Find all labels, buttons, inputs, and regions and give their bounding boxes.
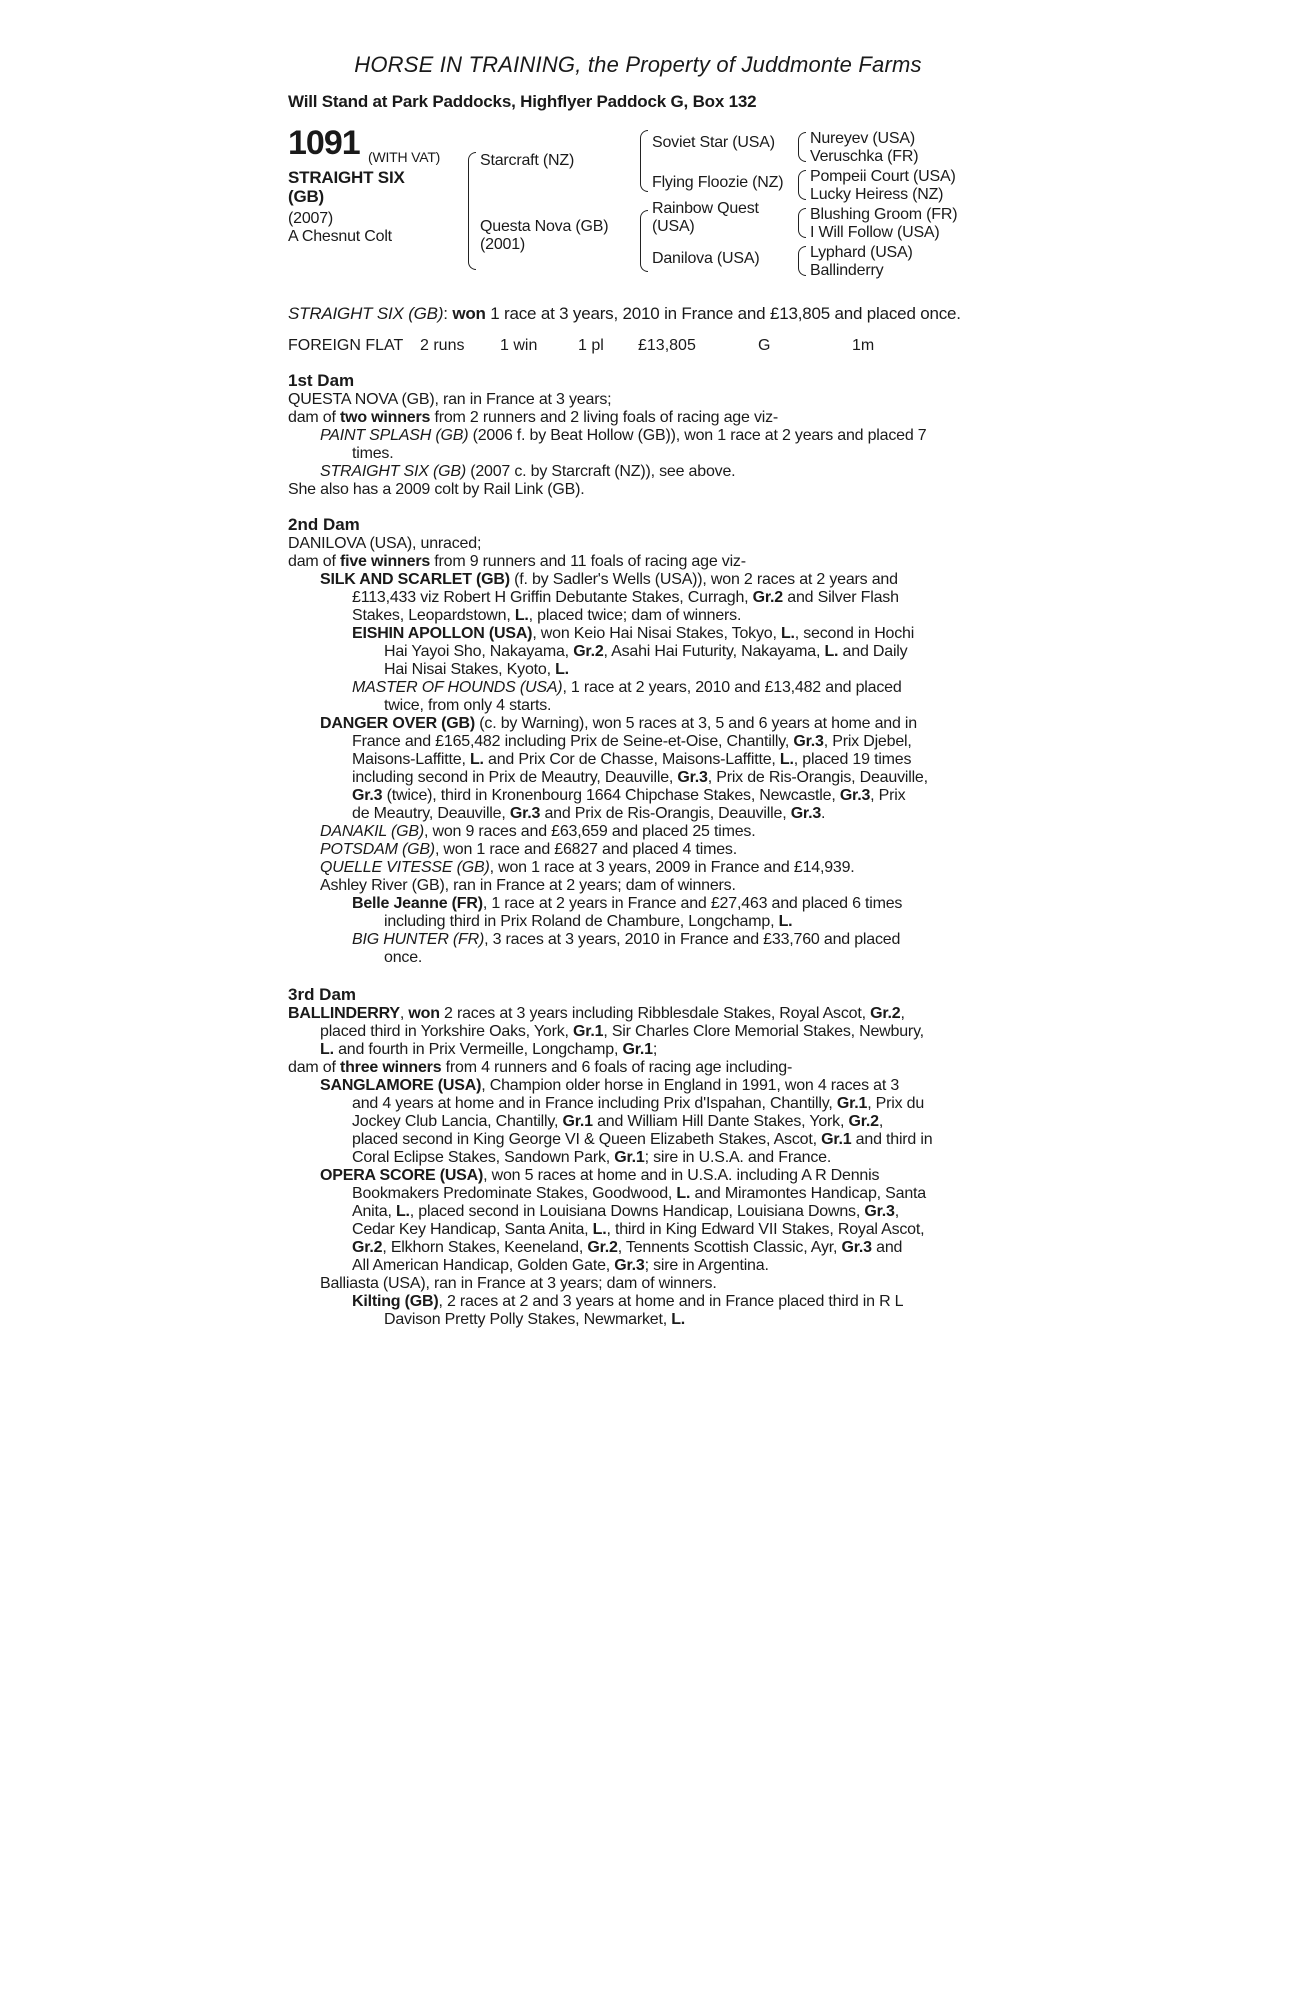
pedigree-dam-year: (2001) [480,236,526,253]
summary-horse-name: STRAIGHT SIX (GB) [288,304,444,323]
second-dam-line-8: twice, from only 4 starts. [384,697,552,714]
second-dam-produce-line: dam of five winners from 9 runners and 11 foals of racing age viz- [288,553,746,570]
second-dam-line-22: once. [384,949,423,966]
third-dam-line-15: All American Handicap, Golden Gate, Gr.3; sire in Argentina. [352,1257,769,1274]
third-dam-line-7: Jockey Club Lancia, Chantilly, Gr.1 and William Hill Dante Stakes, York, Gr.2, [352,1113,884,1130]
first-dam-section [288,391,1008,499]
pedigree-gen3-7: Lyphard (USA) [810,244,913,261]
stand-location: Will Stand at Park Paddocks, Highflyer Paddock G, Box 132 [288,92,757,111]
pedigree-gen3-6: I Will Follow (USA) [810,224,940,241]
second-dam-line-21: BIG HUNTER (FR), 3 races at 3 years, 2010 in France and £33,760 and placed [352,931,901,948]
third-dam-line-10: OPERA SCORE (USA), won 5 races at home and in U.S.A. including A R Dennis [320,1167,880,1184]
third-dam-line-2: placed third in Yorkshire Oaks, York, Gr.1, Sir Charles Clore Memorial Stakes, Newbury, [320,1023,924,1040]
form-label: FOREIGN FLAT [288,337,404,354]
third-dam-line-3: L. and fourth in Prix Vermeille, Longchamp, Gr.1; [320,1041,658,1058]
brace-gen1 [468,152,476,270]
brace-gen3-c [798,208,806,238]
second-dam-line-7: MASTER OF HOUNDS (USA), 1 race at 2 years, 2010 and £13,482 and placed [352,679,902,696]
first-dam-produce-2: STRAIGHT SIX (GB) (2007 c. by Starcraft (NZ)), see above. [320,463,736,480]
form-placed: 1 pl [578,337,604,354]
second-dam-line-1: SILK AND SCARLET (GB) (f. by Sadler's Wells (USA)), won 2 races at 2 years and [320,571,898,588]
pedigree-gen3-5: Blushing Groom (FR) [810,206,958,223]
second-dam-line-5: Hai Yayoi Sho, Nakayama, Gr.2, Asahi Hai Futurity, Nakayama, L. and Daily [384,643,908,660]
form-record [288,337,1008,355]
second-dam-line-13: Gr.3 (twice), third in Kronenbourg 1664 Chipchase Stakes, Newcastle, Gr.3, Prix [352,787,906,804]
second-dam-line-19: Belle Jeanne (FR), 1 race at 2 years in France and £27,463 and placed 6 times [352,895,903,912]
third-dam-title: 3rd Dam [288,985,357,1004]
second-dam-title: 2nd Dam [288,515,360,534]
second-dam-line-20: including third in Prix Roland de Chambure, Longchamp, L. [384,913,793,930]
pedigree-sire-sire: Soviet Star (USA) [652,134,775,151]
horse-sex-colour: A Chesnut Colt [288,228,392,245]
horse-name: STRAIGHT SIX (GB) [288,168,405,206]
pedigree-gen3-2: Veruschka (FR) [810,148,919,165]
second-dam-line-12: including second in Prix de Meautry, Deauville, Gr.3, Prix de Ris-Orangis, Deauville, [352,769,928,786]
first-dam-produce-1-cont: times. [352,445,394,462]
pedigree-dam-dam: Danilova (USA) [652,250,760,267]
pedigree-gen3-8: Ballinderry [810,262,884,279]
pedigree-sire: Starcraft (NZ) [480,152,575,169]
vat-note: (WITH VAT) [368,149,441,165]
brace-gen3-b [798,170,806,200]
first-dam-title: 1st Dam [288,371,355,390]
race-summary: STRAIGHT SIX (GB): won 1 race at 3 years, 2010 in France and £13,805 and placed once. [288,304,961,323]
third-dam-line-18: Davison Pretty Polly Stakes, Newmarket, L. [384,1311,686,1328]
form-going: G [758,337,771,354]
summary-text: 1 race at 3 years, 2010 in France and £13,805 and placed once. [485,304,961,323]
third-dam-line-4: dam of three winners from 4 runners and 6 foals of racing age including- [288,1059,793,1076]
pedigree-gen3-3: Pompeii Court (USA) [810,168,956,185]
third-dam-line-17: Kilting (GB), 2 races at 2 and 3 years at home and in France placed third in R L [352,1293,904,1310]
brace-gen3-a [798,132,806,162]
second-dam-line-14: de Meautry, Deauville, Gr.3 and Prix de Ris-Orangis, Deauville, Gr.3. [352,805,826,822]
third-dam-line-12: Anita, L., placed second in Louisiana Downs Handicap, Louisiana Downs, Gr.3, [352,1203,899,1220]
third-dam-line-6: and 4 years at home and in France including Prix d'Ispahan, Chantilly, Gr.1, Prix du [352,1095,925,1112]
second-dam-line-4: EISHIN APOLLON (USA), won Keio Hai Nisai Stakes, Tokyo, L., second in Hochi [352,625,915,642]
second-dam-line-11: Maisons-Laffitte, L. and Prix Cor de Chasse, Maisons-Laffitte, L., placed 19 times [352,751,912,768]
summary-won: won [452,304,486,323]
pedigree-gen3-1: Nureyev (USA) [810,130,915,147]
brace-gen2-sire [640,130,648,192]
third-dam-line-5: SANGLAMORE (USA), Champion older horse in England in 1991, won 4 races at 3 [320,1077,900,1094]
third-dam-line-1: BALLINDERRY, won 2 races at 3 years including Ribblesdale Stakes, Royal Ascot, Gr.2, [288,1005,905,1022]
first-dam-note: She also has a 2009 colt by Rail Link (GB). [288,481,585,498]
second-dam-entries [288,571,1008,967]
third-dam-line-13: Cedar Key Handicap, Santa Anita, L., third in King Edward VII Stakes, Royal Ascot, [352,1221,925,1238]
form-wins: 1 win [500,337,538,354]
second-dam-line-3: Stakes, Leopardstown, L., placed twice; dam of winners. [352,607,742,624]
third-dam-line-11: Bookmakers Predominate Stakes, Goodwood, L. and Miramontes Handicap, Santa [352,1185,926,1202]
second-dam-line-18: Ashley River (GB), ran in France at 2 years; dam of winners. [320,877,736,894]
second-dam-line-15: DANAKIL (GB), won 9 races and £63,659 and placed 25 times. [320,823,756,840]
pedigree-sire-dam: Flying Floozie (NZ) [652,174,784,191]
third-dam-line-8: placed second in King George VI & Queen Elizabeth Stakes, Ascot, Gr.1 and third in [352,1131,933,1148]
first-dam-produce-line: dam of two winners from 2 runners and 2 living foals of racing age viz- [288,409,779,426]
second-dam-line-9: DANGER OVER (GB) (c. by Warning), won 5 races at 3, 5 and 6 years at home and in [320,715,917,732]
second-dam-line-6: Hai Nisai Stakes, Kyoto, L. [384,661,569,678]
form-distance: 1m [852,337,875,354]
third-dam-line-14: Gr.2, Elkhorn Stakes, Keeneland, Gr.2, Tennents Scottish Classic, Ayr, Gr.3 and [352,1239,903,1256]
form-earnings: £13,805 [638,337,696,354]
second-dam-line-10: France and £165,482 including Prix de Seine-et-Oise, Chantilly, Gr.3, Prix Djebel, [352,733,912,750]
brace-gen3-d [798,246,806,276]
form-runs: 2 runs [420,337,465,354]
pedigree-dam-sire: Rainbow Quest [652,200,759,217]
brace-gen2-dam [640,210,648,272]
lot-number: 1091 [288,124,360,162]
pedigree-dam: Questa Nova (GB) [480,218,609,235]
first-dam-produce-1: PAINT SPLASH (GB) (2006 f. by Beat Hollow (GB)), won 1 race at 2 years and placed 7 [320,427,927,444]
third-dam-line-9: Coral Eclipse Stakes, Sandown Park, Gr.1; sire in U.S.A. and France. [352,1149,832,1166]
pedigree-gen3-4: Lucky Heiress (NZ) [810,186,944,203]
third-dam-line-16: Balliasta (USA), ran in France at 3 years; dam of winners. [320,1275,717,1292]
second-dam-section [288,535,1008,571]
third-dam-entries [288,1005,1008,1329]
pedigree-block [288,124,1008,295]
second-dam-line-16: POTSDAM (GB), won 1 race and £6827 and placed 4 times. [320,841,737,858]
first-dam-line: QUESTA NOVA (GB), ran in France at 3 years; [288,391,612,408]
pedigree-dam-sire-suffix: (USA) [652,218,695,235]
second-dam-line-17: QUELLE VITESSE (GB), won 1 race at 3 years, 2009 in France and £14,939. [320,859,855,876]
page-header: HORSE IN TRAINING, the Property of Juddmonte Farms [354,52,922,77]
catalogue-page [288,52,1008,1329]
second-dam-line-2: £113,433 viz Robert H Griffin Debutante Stakes, Curragh, Gr.2 and Silver Flash [352,589,899,606]
foaling-year: (2007) [288,210,334,227]
second-dam-line: DANILOVA (USA), unraced; [288,535,482,552]
